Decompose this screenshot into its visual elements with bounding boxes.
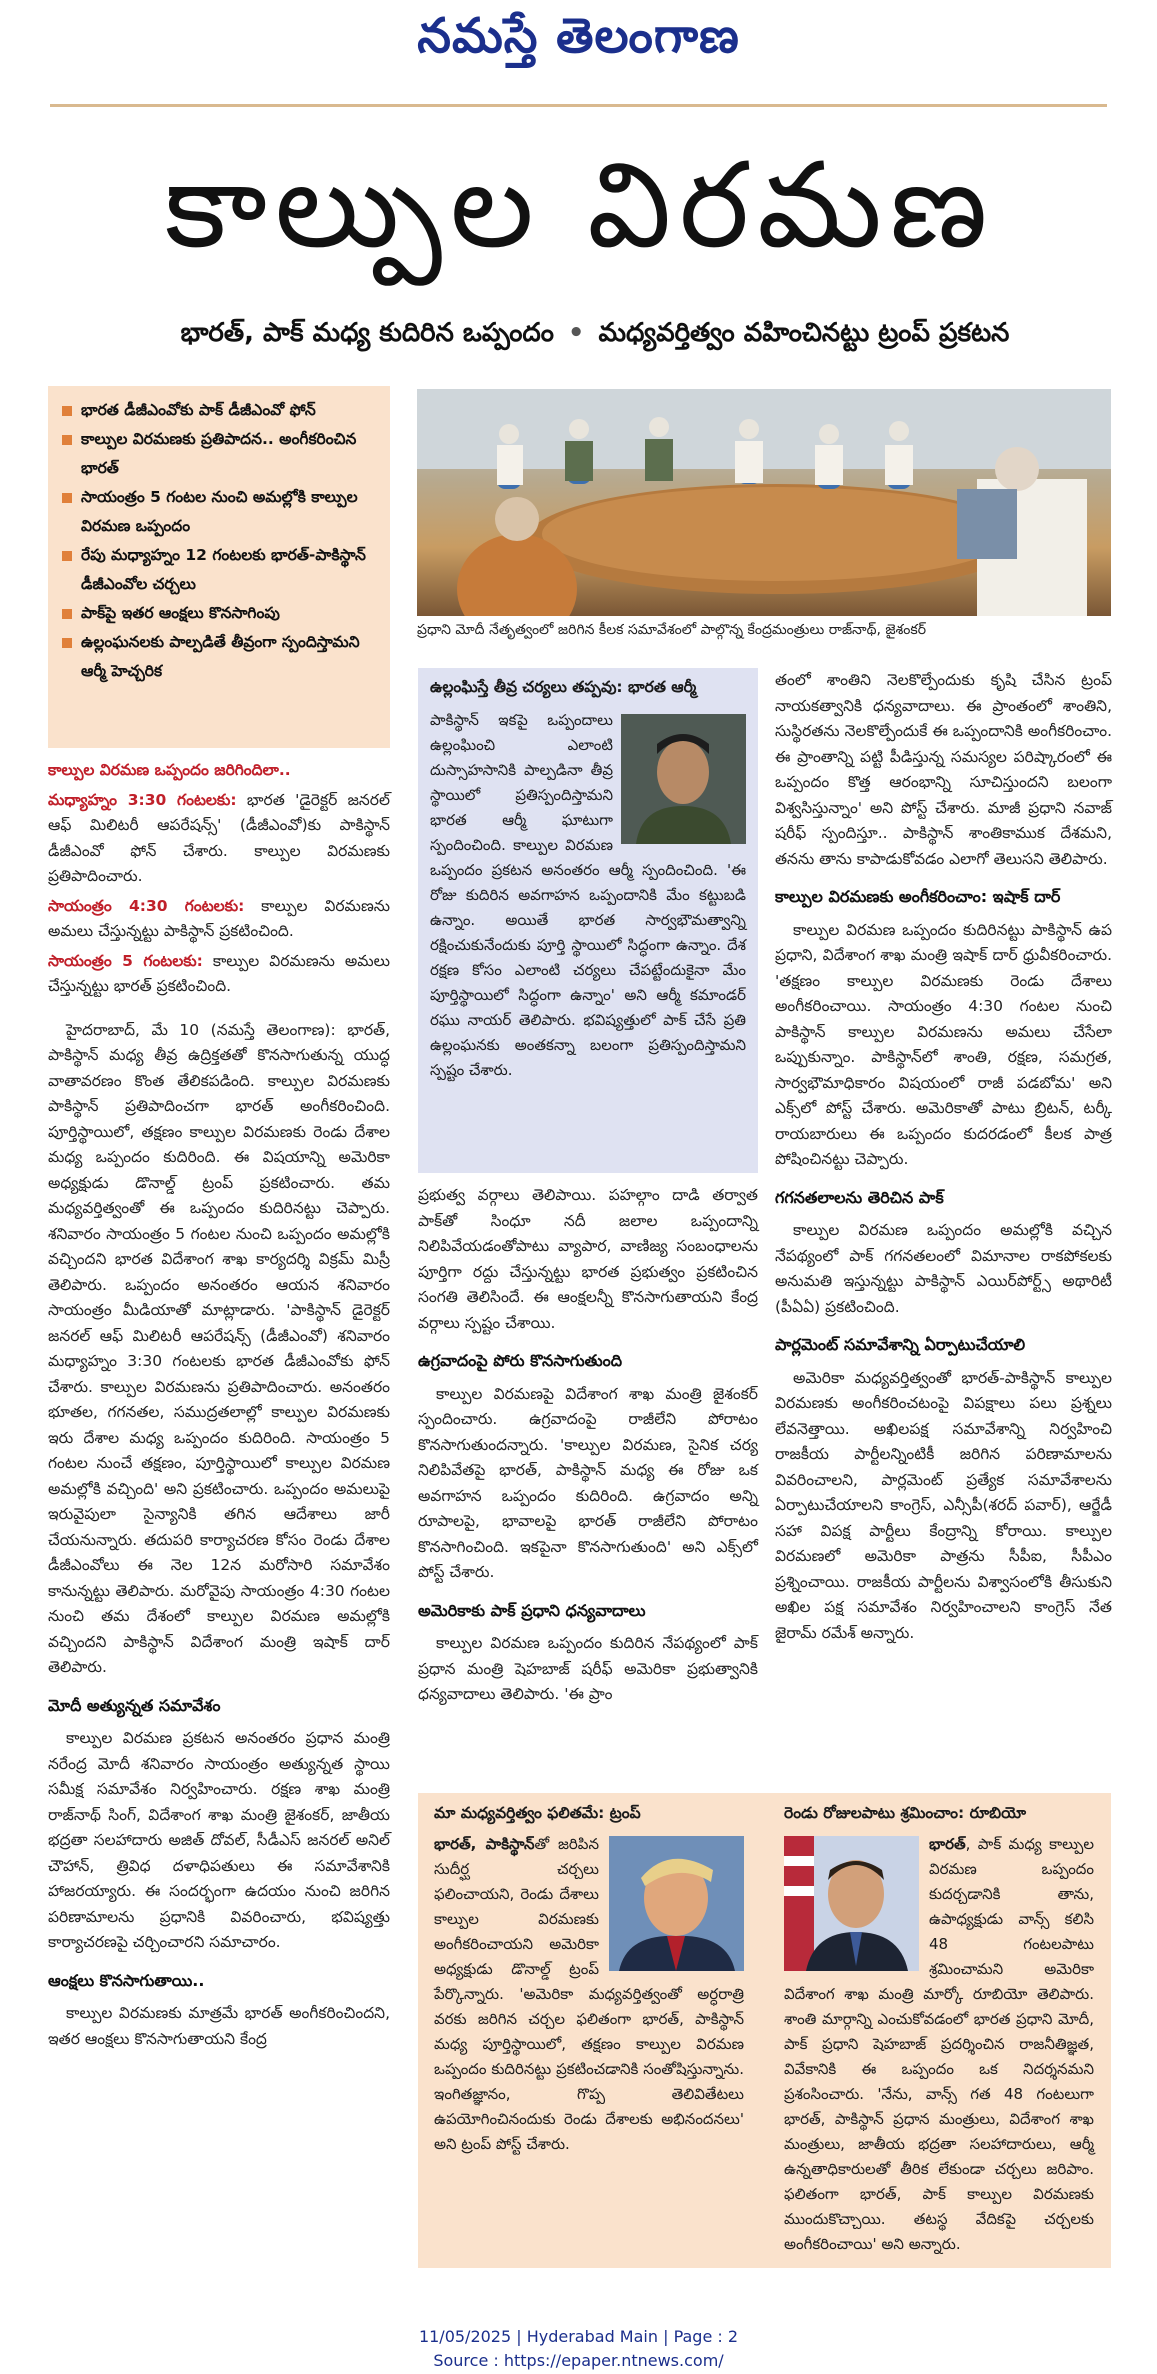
timeline-item: మధ్యాహ్నం 3:30 గంటలకు: భారత 'డైరెక్టర్‌ జనరల్‌ ఆఫ్‌ మిలిటరీ ఆపరేషన్స్‌' (డీజీఎంవో)కు పాకిస్థాన్‌ డీజీఎంవో ఫోన్‌ చేశారు. కాల్పుల విరమణకు ప్రతిపాదించారు.: [48, 790, 390, 885]
highlight-item: సాయంత్రం 5 గంటల నుంచి అమల్లోకి కాల్పుల విరమణ ఒప్పందం: [62, 483, 380, 541]
article-paragraph: తంలో శాంతిని నెలకొల్పేందుకు కృషి చేసిన ట్రంప్‌ నాయకత్వానికి ధన్యవాదాలు. ఈ ప్రాంతంలో శాంతిని, సుస్థిరతను నెలకొల్పేందుకే ఈ ఒప్పందానికి అంగీకరించాం. ఈ ప్రాంతాన్ని పట్టి పీడిస్తున్న సమస్యల పరిష్కారంలో ఈ ఒప్పందం కొత్త ఆరంభాన్ని సూచిస్తుందని బలంగా విశ్వసిస్తున్నాం' అని పోస్ట్‌ చేశారు. మాజీ ప్రధాని నవాజ్‌ షరీఫ్‌ స్పందిస్తూ.. పాకిస్థాన్‌ శాంతికాముక దేశమని, తనను తాను కాపాడుకోవడం ఎలాగో తెలుసని తెలిపారు.: [775, 671, 1112, 868]
photo-caption: ప్రధాని మోదీ నేతృత్వంలో జరిగిన కీలక సమావేశంలో పాల్గొన్న కేంద్రమంత్రులు రాజ్‌నాథ్‌, జైశంకర్‌: [417, 622, 927, 638]
bullet-square-icon: [62, 493, 72, 503]
rubio-photo: [784, 1836, 919, 1971]
trump-statement: [424, 1793, 754, 2165]
highlight-item: ఉల్లంఘనలకు పాల్పడితే తీవ్రంగా స్పందిస్తామని ఆర్మీ హెచ్చరిక: [62, 628, 380, 686]
rubio-heading: రెండు రోజులపాటు శ్రమించాం: రూబియో: [784, 1804, 1026, 1822]
article-column-2: [418, 1183, 758, 1716]
rubio-statement: [774, 1793, 1104, 2265]
article-paragraph: అమెరికా మధ్యవర్తిత్వంతో భారత్‌-పాకిస్థాన్‌ కాల్పుల విరమణకు అంగీకరించటంపై విపక్షాలు పలు ప్రశ్నలు లేవనెత్తాయి. అఖిలపక్ష సమావేశాన్ని నిర్వహించి రాజకీయ పార్టీలన్నింటికీ జరిగిన పరిణామాలను వివరించాలని, పార్లమెంట్‌ ప్రత్యేక సమావేశాలను ఏర్పాటుచేయాలని కాంగ్రెస్‌, ఎన్సీపీ(శరద్‌ పవార్‌), ఆర్జేడీ సహా విపక్ష పార్టీలు కేంద్రాన్ని కోరాయి. కాల్పుల విరమణలో అమెరికా పాత్రను సీపీఐ, సీపీఎం ప్రశ్నించాయి. రాజకీయ పార్టీలను విశ్వాసంలోకి తీసుకుని అఖిల పక్ష సమావేశం నిర్వహించాలని కాంగ్రెస్‌ నేత జైరామ్‌ రమేశ్‌ అన్నారు.: [775, 1368, 1112, 1642]
meeting-photo: [417, 389, 1111, 616]
rubio-text: భారత్‌, పాక్‌ మధ్య కాల్పుల విరమణ ఒప్పందం కుదర్చడానికి తాను, ఉపాధ్యక్షుడు వాన్స్‌ కలిసి 48 గంటలపాటు శ్రమించామని అమెరికా విదేశాంగ శాఖ మంత్రి మార్కో రూబియో తెలిపారు. శాంతి మార్గాన్ని ఎంచుకోవడంలో భారత ప్రధాని మోదీ, పాక్‌ ప్రధాని షెహబాజ్‌ ప్రదర్శించిన రాజనీతిజ్ఞత, వివేకానికి ఈ ఒప్పందం ఒక నిదర్శనమని ప్రశంసించారు. 'నేను, వాన్స్‌ గత 48 గంటలుగా భారత్‌, పాకిస్థాన్‌ ప్రధాన మంత్రులు, విదేశాంగ శాఖ మంత్రులు, జాతీయ భద్రతా సలహాదారులు, ఆర్మీ ఉన్నతాధికారులతో తీరిక లేకుండా చర్చలు జరిపాం. ఫలితంగా భారత్‌, పాక్‌ కాల్పుల విరమణకు ముందుకొచ్చాయి. తటస్థ వేదికపై చర్చలకు అంగీకరించాయి' అని అన్నారు.: [784, 1835, 1094, 2253]
bullet-square-icon: [62, 551, 72, 561]
sub-headline: [80, 318, 1110, 354]
footer-date-edition: 11/05/2025 | Hyderabad Main | Page : 2: [418, 2327, 739, 2346]
section-heading: ఉగ్రవాదంపై పోరు కొనసాగుతుంది: [418, 1351, 623, 1370]
footer-source-link[interactable]: Source : https://epaper.ntnews.com/: [433, 2351, 724, 2370]
article-paragraph: ప్రభుత్వ వర్గాలు తెలిపాయి. పహల్గాం దాడి తర్వాత పాక్‌తో సింధూ నదీ జలాల ఒప్పందాన్ని నిలిపివేయడంతోపాటు వ్యాపార, వాణిజ్య సంబంధాలను పూర్తిగా రద్దు చేస్తున్నట్టు భారత ప్రభుత్వం ప్రకటించిన సంగతి తెలిసిందే. ఈ ఆంక్షలన్నీ కొనసాగుతాయని కేంద్ర వర్గాలు స్పష్టం చేశాయి.: [418, 1186, 758, 1332]
article-paragraph: కాల్పుల విరమణ ఒప్పందం కుదిరిన నేపథ్యంలో పాక్‌ ప్రధాన మంత్రి షెహబాజ్‌ షరీఫ్‌ అమెరికా ప్రభుత్వానికి ధన్యవాదాలు తెలిపారు. 'ఈ ప్రాం: [418, 1634, 758, 1703]
highlight-item: రేపు మధ్యాహ్నం 12 గంటలకు భారత్‌-పాకిస్థాన్‌ డీజీఎంవోల చర్చలు: [62, 541, 380, 599]
article-paragraph: కాల్పుల విరమణ ప్రకటన అనంతరం ప్రధాన మంత్రి నరేంద్ర మోదీ శనివారం సాయంత్రం అత్యున్నత స్థాయి సమీక్ష సమావేశం నిర్వహించారు. రక్షణ శాఖ మంత్రి రాజ్‌నాథ్‌ సింగ్‌, విదేశాంగ శాఖ మంత్రి జైశంకర్‌, జాతీయ భద్రతా సలహాదారు అజిత్‌ దోవల్‌, సీడీఎస్‌ జనరల్‌ అనిల్‌ చౌహాన్‌, త్రివిధ దళాధిపతులు ఈ సమావేశానికి హాజరయ్యారు. ఈ సందర్భంగా ఉదయం నుంచి జరిగిన పరిణామాలను ప్రధానికి వివరించారు, భవిష్యత్తు కార్యాచరణపై చర్చించారని సమాచారం.: [48, 1729, 390, 1951]
page-footer: [0, 2325, 1157, 2373]
meeting-photo-illustration: [417, 389, 1111, 616]
masthead-divider: [50, 104, 1107, 107]
highlight-item: కాల్పుల విరమణకు ప్రతిపాదన.. అంగీకరించిన భారత్‌: [62, 425, 380, 483]
army-statement-box: [418, 668, 758, 1173]
article-paragraph: కాల్పుల విరమణకు మాత్రమే భారత్‌ అంగీకరించిందని, ఇతర ఆంక్షలు కొనసాగుతాయని కేంద్ర: [48, 2004, 390, 2048]
article-column-3: [775, 668, 1112, 1654]
section-heading: అమెరికాకు పాక్‌ ప్రధాని ధన్యవాదాలు: [418, 1600, 646, 1620]
bullet-square-icon: [62, 638, 72, 648]
timeline-item: సాయంత్రం 4:30 గంటలకు: కాల్పుల విరమణను అమలు చేస్తున్నట్టు పాకిస్థాన్‌ ప్రకటించింది.: [48, 896, 390, 940]
article-paragraph: కాల్పుల విరమణ ఒప్పందం అమల్లోకి వచ్చిన నేపథ్యంలో పాక్‌ గగనతలంలో విమానాల రాకపోకలకు అనుమతి ఇస్తున్నట్టు పాకిస్థాన్‌ ఎయిర్‌పోర్ట్స్‌ అథారిటీ (పీఏఏ) ప్రకటించింది.: [775, 1221, 1112, 1316]
bullet-square-icon: [62, 609, 72, 619]
main-headline: కాల్పుల విరమణ: [164, 136, 996, 274]
trump-heading: మా మధ్యవర్తిత్వం ఫలితమే: ట్రంప్‌: [434, 1804, 641, 1822]
section-heading: గగనతలాలను తెరిచిన పాక్‌: [775, 1187, 944, 1207]
section-heading: మోదీ అత్యున్నత సమావేశం: [48, 1695, 221, 1715]
trump-photo: [609, 1836, 744, 1971]
army-commander-photo: [621, 714, 746, 844]
article-column-1: [48, 758, 390, 2060]
bullet-square-icon: [62, 435, 72, 445]
article-paragraph: కాల్పుల విరమణ ఒప్పందం కుదిరినట్టు పాకిస్థాన్‌ ఉప ప్రధాని, విదేశాంగ శాఖ మంత్రి ఇషాక్‌ దార్‌ ధ్రువీకరించారు. 'తక్షణం కాల్పుల విరమణకు రెండు దేశాలు అంగీకరించాయి. సాయంత్రం 4:30 గంటల నుంచి పాకిస్థాన్‌ కాల్పుల విరమణను అమలు చేసేలా ఒప్పుకున్నాం. పాకిస్థాన్‌లో శాంతి, రక్షణ, సమగ్రత, సార్వభౌమాధికారం విషయంలో రాజీ పడబోమ' అని ఎక్స్‌లో పోస్ట్‌ చేశారు. అమెరికాతో పాటు బ్రిటన్‌, టర్కీ రాయబారులు ఈ ఒప్పందం కుదరడంలో కీలక పాత్ర పోషించినట్టు చెప్పారు.: [775, 920, 1112, 1168]
article-paragraph: హైదరాబాద్‌, మే 10 (నమస్తే తెలంగాణ): భారత్‌, పాకిస్థాన్‌ మధ్య తీవ్ర ఉద్రిక్తతతో కొనసాగుతున్న యుద్ధ వాతావరణం కొంత తేలికపడింది. కాల్పుల విరమణకు పాకిస్థాన్‌ ప్రతిపాదించగా భారత్‌ అంగీకరించింది. పూర్తిస్థాయిలో, తక్షణం కాల్పుల విరమణకు రెండు దేశాల మధ్య ఒప్పందం కుదిరింది. ఈ విషయాన్ని అమెరికా అధ్యక్షుడు డొనాల్డ్‌ ట్రంప్‌ ప్రకటించారు. తమ మధ్యవర్తిత్వంతో ఈ ఒప్పందం కుదిరినట్టు చెప్పారు. శనివారం సాయంత్రం 5 గంటల నుంచి ఒప్పందం అమల్లోకి వచ్చిందని భారత విదేశాంగ శాఖ కార్యదర్శి విక్రమ్‌ మిస్రీ తెలిపారు. ఒప్పందం అనంతరం ఆయన శనివారం సాయంత్రం మీడియాతో మాట్లాడారు. 'పాకిస్థాన్‌ డైరెక్టర్‌ జనరల్‌ ఆఫ్‌ మిలిటరీ ఆపరేషన్స్‌ (డీజీఎంవో) శనివారం మధ్యాహ్నం 3:30 గంటలకు భారత డీజీఎంవోకు ఫోన్‌ చేశారు. కాల్పుల విరమణను ప్రతిపాదించారు. అనంతరం భూతల, గగనతల, సముద్రతలాల్లో కాల్పుల విరమణకు ఇరు దేశాల మధ్య ఒప్పందం కుదిరింది. సాయంత్రం 5 గంటల నుంచే తక్షణం, పూర్తిస్థాయిలో కాల్పుల విరమణ అమల్లోకి వచ్చింది' అని ప్రకటించారు. ఒప్పందం అమలుపై ఇరువైపులా సైన్యానికి తగిన ఆదేశాలు జారీ చేయనున్నారు. తదుపరి కార్యాచరణ కోసం రెండు దేశాల డీజీఎంవోలు ఈ నెల 12న మరోసారి సమావేశం కానున్నట్టు తెలిపారు. మరోవైపు సాయంత్రం 4:30 గంటల నుంచి తమ దేశంలో కాల్పుల విరమణ అమల్లోకి వచ్చిందని పాకిస్థాన్‌ విదేశాంగ మంత్రి ఇషాక్‌ దార్‌ తెలిపారు.: [48, 1020, 390, 1676]
section-heading: కాల్పుల విరమణకు అంగీకరించాం: ఇషాక్‌ దార్‌: [775, 887, 1061, 906]
trump-text: భారత్‌, పాకిస్థాన్‌తో జరిపిన సుదీర్ఘ చర్చలు ఫలించాయని, రెండు దేశాలు కాల్పుల విరమణకు అంగీకరించాయని అమెరికా అధ్యక్షుడు డొనాల్డ్‌ ట్రంప్‌ పేర్కొన్నారు. 'అమెరికా మధ్యవర్తిత్వంతో అర్ధరాత్రి వరకు జరిగిన చర్చల ఫలితంగా భారత్‌, పాకిస్థాన్‌ మధ్య పూర్తిస్థాయిలో, తక్షణం కాల్పుల విరమణ ఒప్పందం కుదిరినట్టు ప్రకటించడానికి సంతోషిస్తున్నాను. ఇంగితజ్ఞానం, గొప్ప తెలివితేటలు ఉపయోగించినందుకు రెండు దేశాలకు అభినందనలు' అని ట్రంప్‌ పోస్ట్‌ చేశారు.: [434, 1835, 744, 2153]
highlights-box: [48, 386, 390, 748]
section-heading: పార్లమెంట్‌ సమావేశాన్ని ఏర్పాటుచేయాలి: [775, 1335, 1026, 1354]
army-box-text: పాకిస్థాన్‌ ఇకపై ఒప్పందాలు ఉల్లంఘించి ఎలాంటి దుస్సాహసానికి పాల్పడినా తీవ్ర స్థాయిలో ప్రతిస్పందిస్తామని భారత ఆర్మీ ఘాటుగా స్పందించింది. కాల్పుల విరమణ ఒప్పందం ప్రకటన అనంతరం ఆర్మీ స్పందించింది. 'ఈ రోజు కుదిరిన అవగాహన ఒప్పందానికి మేం కట్టుబడి ఉన్నాం. అయితే భారత సార్వభౌమత్వాన్ని రక్షించుకునేందుకు పూర్తి స్థాయిలో సిద్ధంగా ఉన్నాం. దేశ రక్షణ కోసం ఎలాంటి చర్యలు చేపట్టేందుకైనా మేం పూర్తిస్థాయిలో సిద్ధంగా ఉన్నాం' అని ఆర్మీ కమాండర్‌ రఘు నాయర్‌ తెలిపారు. భవిష్యత్తులో పాక్‌ చేసే ప్రతి ఉల్లంఘనకు అంతకన్నా బలంగా ప్రతిస్పందిస్తామని స్పష్టం చేశారు.: [430, 711, 746, 1079]
timeline-item: సాయంత్రం 5 గంటలకు: కాల్పుల విరమణను అమలు చేస్తున్నట్టు భారత్‌ ప్రకటించింది.: [48, 951, 390, 995]
bullet-square-icon: [62, 406, 72, 416]
sub-headline-part1: భారత్‌, పాక్‌ మధ్య కుదిరిన ఒప్పందం: [180, 318, 554, 348]
timeline-heading: కాల్పుల విరమణ ఒప్పందం జరిగిందిలా..: [48, 761, 291, 779]
section-heading: ఆంక్షలు కొనసాగుతాయి..: [48, 1970, 205, 1990]
sub-headline-part2: మధ్యవర్తిత్వం వహించినట్టు ట్రంప్‌ ప్రకటన: [598, 318, 1010, 348]
army-box-heading: ఉల్లంఘిస్తే తీవ్ర చర్యలు తప్పవు: భారత ఆర్మీ: [430, 678, 697, 696]
highlight-item: భారత డీజీఎంవోకు పాక్‌ డీజీఎంవో ఫోన్‌: [62, 396, 380, 425]
quotes-box: [418, 1793, 1111, 2268]
highlight-item: పాక్‌పై ఇతర ఆంక్షలు కొనసాగింపు: [62, 599, 380, 628]
separator-dot: •: [567, 318, 585, 348]
article-paragraph: కాల్పుల విరమణపై విదేశాంగ శాఖ మంత్రి జైశంకర్‌ స్పందించారు. ఉగ్రవాదంపై రాజీలేని పోరాటం కొనసాగుతుందన్నారు. 'కాల్పుల విరమణ, సైనిక చర్య నిలిపివేతపై భారత్‌, పాకిస్థాన్‌ మధ్య ఈ రోజు ఒక అవగాహన ఒప్పందం కుదిరింది. ఉగ్రవాదం అన్ని రూపాలపై, భావాలపై భారత్‌ రాజీలేని పోరాటం కొనసాగించింది. ఇకపైనా కొనసాగుతుంది' అని ఎక్స్‌లో పోస్ట్‌ చేశారు.: [418, 1384, 758, 1581]
masthead-logo: నమస్తే తెలంగాణ: [417, 8, 740, 64]
